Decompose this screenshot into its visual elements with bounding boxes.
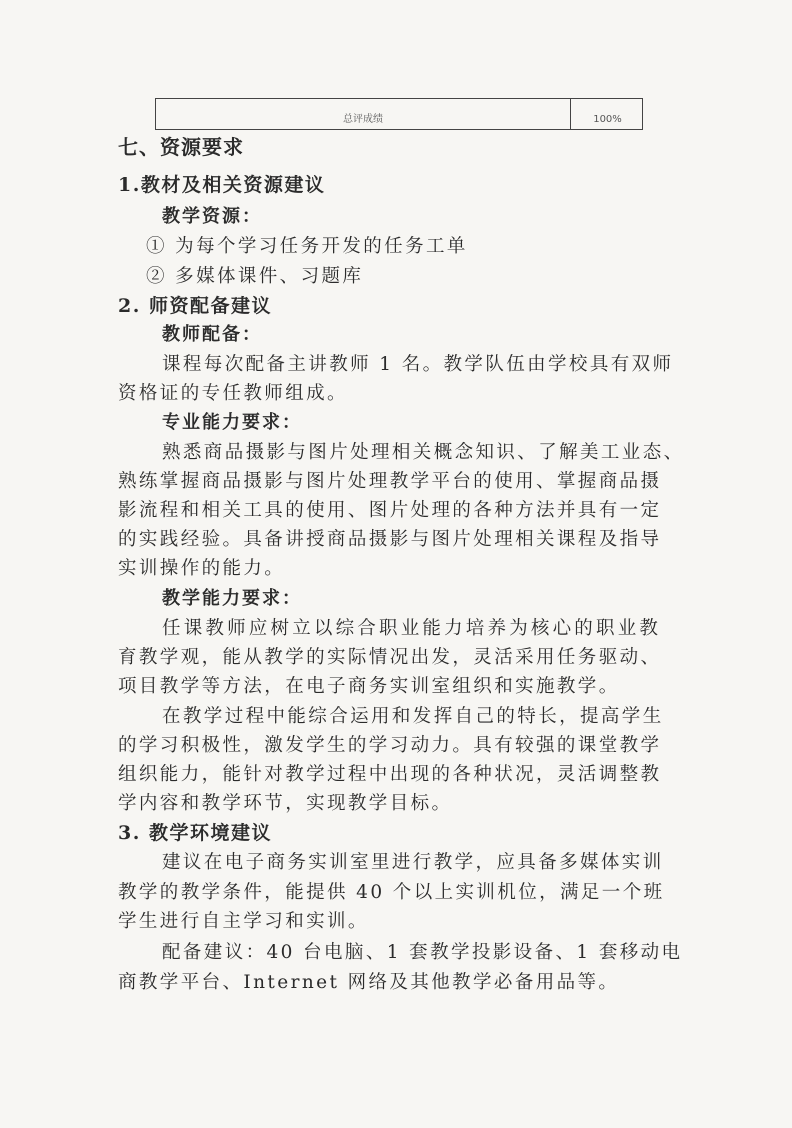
paragraph-line: 在教学过程中能综合运用和发挥自己的特长，提高学生 (162, 706, 664, 727)
paragraph-line: 熟悉商品摄影与图片处理相关概念知识、了解美工业态、 (162, 442, 685, 463)
paragraph-line: 的实践经验。具备讲授商品摄影与图片处理相关课程及指导 (118, 529, 662, 550)
teach-ability-heading: 教学能力要求： (162, 588, 302, 609)
score-label-cell: 总评成绩 (156, 99, 571, 129)
paragraph-line: 熟练掌握商品摄影与图片处理教学平台的使用、掌握商品摄 (118, 471, 662, 492)
pro-ability-heading: 专业能力要求： (162, 412, 302, 433)
section-title: 七、资源要求 (118, 135, 244, 159)
resource-item: ② 多媒体课件、习题库 (146, 266, 364, 287)
paragraph-line: 实训操作的能力。 (118, 558, 286, 579)
subsection-title-1: 1.教材及相关资源建议 (118, 174, 326, 196)
paragraph-line: 建议在电子商务实训室里进行教学，应具备多媒体实训 (162, 852, 664, 873)
paragraph-line: 影流程和相关工具的使用、图片处理的各种方法并具有一定 (118, 500, 662, 521)
teacher-heading: 教师配备： (162, 324, 262, 345)
resource-item: ① 为每个学习任务开发的任务工单 (146, 236, 468, 257)
subsection-title-3: 3. 教学环境建议 (118, 822, 272, 844)
paragraph-line: 的学习积极性，激发学生的学习动力。具有较强的课堂教学 (118, 735, 662, 756)
score-value-cell: 100% (593, 114, 622, 125)
paragraph-line: 项目教学等方法，在电子商务实训室组织和实施教学。 (118, 676, 620, 697)
paragraph-line: 任课教师应树立以综合职业能力培养为核心的职业教 (162, 618, 662, 639)
paragraph-line: 教学的教学条件，能提供 40 个以上实训机位，满足一个班 (118, 882, 665, 903)
subsection-title-2: 2. 师资配备建议 (118, 295, 272, 317)
paragraph-line: 组织能力，能针对教学过程中出现的各种状况，灵活调整教 (118, 764, 662, 785)
paragraph-line: 学生进行自主学习和实训。 (118, 911, 369, 932)
paragraph-line: 配备建议：40 台电脑、1 套教学投影设备、1 套移动电 (162, 942, 683, 963)
paragraph-line: 育教学观，能从教学的实际情况出发，灵活采用任务驱动、 (118, 647, 662, 668)
paragraph-line: 商教学平台、Internet 网络及其他教学必备用品等。 (118, 972, 620, 993)
resources-heading: 教学资源： (162, 206, 262, 227)
paragraph-line: 课程每次配备主讲教师 1 名。教学队伍由学校具有双师 (162, 354, 674, 375)
paragraph-line: 学内容和教学环节，实现教学目标。 (118, 793, 453, 814)
score-table (155, 98, 643, 130)
paragraph-line: 资格证的专任教师组成。 (118, 383, 348, 404)
